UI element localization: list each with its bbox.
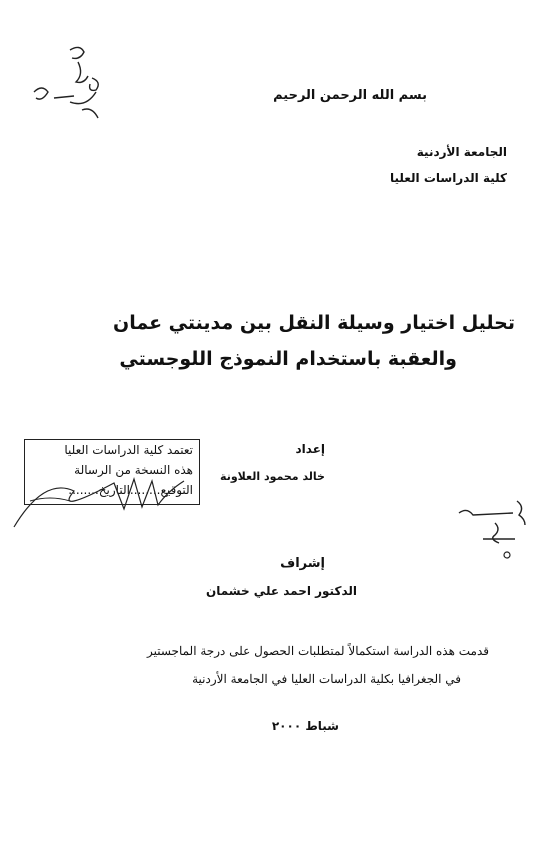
submission-date: شباط ٢٠٠٠ <box>271 719 339 733</box>
handwritten-mark-top-left <box>30 40 120 125</box>
stamp-line-1: تعتمد كلية الدراسات العليا <box>64 443 193 457</box>
stamp-line-2: هذه النسخة من الرسالة <box>74 463 193 477</box>
basmala: بسم الله الرحمن الرحيم <box>273 88 427 103</box>
supervision-label: إشراف <box>280 556 325 571</box>
thesis-title-line-1: تحليل اختيار وسيلة النقل بين مدينتي عمان <box>112 312 515 334</box>
author-name: خالد محمود العلاونة <box>220 470 325 483</box>
handwritten-mark-right <box>455 495 535 565</box>
submission-statement-line-2: في الجغرافيا بكلية الدراسات العليا في الجامعة الأردنية <box>192 672 461 686</box>
university-name: الجامعة الأردنية <box>416 145 507 159</box>
preparation-label: إعداد <box>295 442 325 456</box>
submission-statement-line-1: قدمت هذه الدراسة استكمالاً لمتطلبات الحصول على درجة الماجستير <box>146 644 489 658</box>
supervisor-name: الدكتور احمد علي خشمان <box>205 584 357 598</box>
signature-scribble <box>10 465 190 535</box>
thesis-title-line-2: والعقبة باستخدام النموذج اللوجستي <box>119 348 457 370</box>
college-name: كلية الدراسات العليا <box>389 171 507 185</box>
stamp-line-3: التوقيع........التاريخ........ <box>68 483 193 497</box>
